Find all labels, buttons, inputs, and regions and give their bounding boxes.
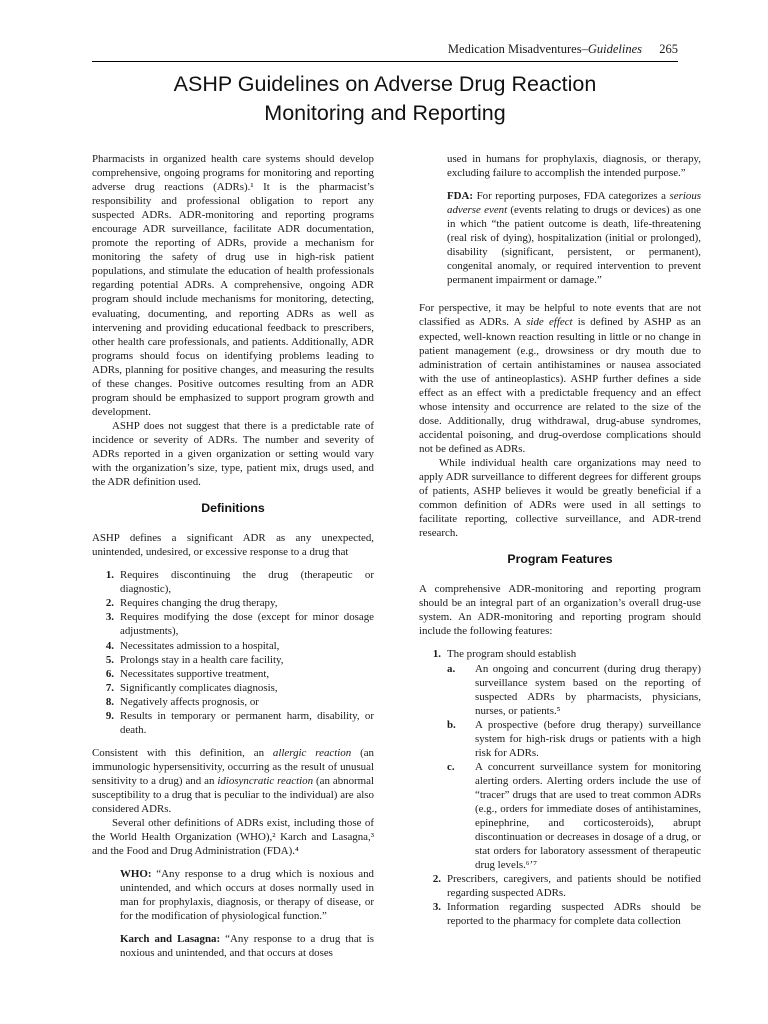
surveillance-paragraph: While individual health care organizations may need to apply ADR surveillance to different degrees for different groups of patients, ASHP believes it would be greatly beneficial if a common definition of ADRs were used in all settings to facilitate reporting, collective surveillance, and ADR-trend research.: [419, 456, 701, 540]
side-effect-term: side effect: [526, 316, 573, 329]
perspective-paragraph: For perspective, it may be helpful to note events that are not classified as ADRs. A side effect is defined by ASHP as an expected, well-known reaction resulting in little or no change in patient management (e.g., drowsiness or dry mouth due to administration of certain antihistamines or nausea associated with the use of antineoplastics). ASHP further defines a side effect as an effect with a predictable frequency and an effect whose intensity and occurrence are related to the size of the dose. Additionally, drug withdrawal, drug-abuse syndromes, accidental poisoning, and drug-overdose complications should not be defined as ADRs.: [419, 302, 701, 455]
feature-item-3: 3. Information regarding suspected ADRs should be reported to the pharmacy for complete data collection: [432, 901, 701, 928]
criteria-item: 5. Prolongs stay in a health care facility,: [105, 653, 284, 666]
feature-item-1: 1. The program should establish a. An ongoing and concurrent (during drug therapy) surveillance system based on the reporting of suspected ADRs by pharmacists, physicians, nurses, or patients.⁵ b. A prospective (before drug therapy) surveillance system for high-risk drugs or patients with a high risk for ADRs. c. A concurrent surveillance system for monitoring alerting orders. Alerting orders include the use of “tracer” drugs that are used to treat common ADRs (e.g., orders for immediate doses of antihistamines, epinephrine, and corticosteroids), abrupt discontinuation or decreases in dosage of a drug, or stat orders for laboratory assessment of therapeutic drug levels.⁶ʼ⁷: [432, 648, 701, 872]
allergic-paragraph: Consistent with this definition, an allergic reaction (an immunologic hypersensitivity, occurring as the result of unusual sensitivity to a drug) and an idiosyncratic reaction (an abnormal susceptibility to a drug that is peculiar to the individual) are also considered ADRs.: [92, 746, 374, 816]
karch-lasagna-definition: Karch and Lasagna: “Any response to a drug that is noxious and unintended, and that occurs at doses: [120, 933, 374, 960]
running-head-title: Medication Misadventures–Guidelines: [447, 42, 642, 56]
title-line-1: ASHP Guidelines on Adverse Drug Reaction: [173, 72, 597, 96]
criteria-item: 6. Necessitates supportive treatment,: [105, 667, 270, 680]
running-head: [92, 40, 678, 60]
left-column: [92, 152, 374, 960]
definitions-intro: ASHP defines a significant ADR as any unexpected, unintended, undesired, or excessive response to a drug that: [92, 532, 374, 559]
who-definition: WHO: “Any response to a drug which is noxious and unintended, and which occurs at doses normally used in man for prophylaxis, diagnosis, or therapy of disease, or for the modification of physiological function.”: [120, 868, 374, 923]
criteria-item: 7. Significantly complicates diagnosis,: [105, 681, 278, 694]
program-intro: A comprehensive ADR-monitoring and reporting program should be an integral part of an organization’s overall drug-use system. An ADR-monitoring and reporting program should include the following features:: [419, 583, 701, 638]
criteria-item: 2. Requires changing the drug therapy,: [105, 597, 278, 610]
fda-definition: FDA: For reporting purposes, FDA categorizes a serious adverse event (events relating to drugs or devices) as one in which “the patient outcome is death, life-threatening (real risk of dying), hospitalization (initial or prolonged), disability (significant, persistent, or permanent), congenital anomaly, or required intervention to prevent permanent impairment or damage.”: [447, 190, 701, 287]
title-line-2: Monitoring and Reporting: [264, 101, 506, 125]
criteria-item: 3. Requires modifying the dose (except for minor dosage adjustments),: [105, 611, 374, 638]
intro-paragraph: Pharmacists in organized health care systems should develop comprehensive, ongoing programs for monitoring and reporting adverse drug reactions (ADRs).¹ It is the pharmacist’s responsibility and professional obligation to report any suspected ADRs. ADR-monitoring and reporting programs encourage ADR surveillance, facilitate ADR documentation, promote the reporting of ADRs, provide a mechanism for monitoring the safety of drug use in high-risk patient populations, and stimulate the education of health professionals regarding potential ADRs. A comprehensive, ongoing ADR program should include mechanisms for monitoring, detecting, evaluating, documenting, and reporting ADRs as well as intervening and providing educational feedback to prescribers, other health care professionals, and patients. Additionally, ADR programs should focus on identifying problems leading to ADRs, planning for positive changes, and measuring the results of these changes. Positive outcomes resulting from an ADR program should be emphasized to support program growth and development.: [92, 153, 374, 418]
serious-adverse-event-term: serious adverse event: [447, 190, 701, 217]
feature-item-2: 2. Prescribers, caregivers, and patients should be notified regarding suspected ADRs.: [432, 873, 701, 900]
feature-sub-item: c. A concurrent surveillance system for monitoring alerting orders. Alerting orders include the use of “tracer” drugs that are used to treat common ADRs (e.g., orders for immediate doses of antihistamines, epinephrine, and corticosteroids), abrupt discontinuation or decreases in dosage of a drug, or stat orders for laboratory assessment of therapeutic drug levels.⁶ʼ⁷: [447, 760, 701, 872]
idiosyncratic-reaction-term: idiosyncratic reaction: [217, 774, 314, 787]
incidence-paragraph: ASHP does not suggest that there is a predictable rate of incidence or severity of ADRs. The number and severity of ADRs reported in a given organization or setting would vary with the organization’s size, type, patient mix, drugs used, and the ADR definition used.: [92, 419, 374, 489]
feature-sub-list: [447, 662, 701, 873]
karch-lasagna-continued: used in humans for prophylaxis, diagnosis, or therapy, excluding failure to accomplish the intended purpose.”: [447, 153, 701, 180]
other-definitions-paragraph: Several other definitions of ADRs exist, including those of the World Health Organization (WHO),² Karch and Lasagna,³ and the Food and Drug Administration (FDA).⁴: [92, 817, 374, 858]
criteria-item: 1. Requires discontinuing the drug (therapeutic or diagnostic),: [105, 569, 374, 596]
feature-sub-item: b. A prospective (before drug therapy) surveillance system for high-risk drugs or patients with a high risk for ADRs.: [447, 718, 701, 759]
program-features-list: [419, 647, 701, 928]
page-number: 265: [659, 42, 678, 56]
allergic-reaction-term: allergic reaction: [272, 746, 352, 759]
definitions-heading: Definitions: [201, 501, 265, 516]
criteria-item: 8. Negatively affects prognosis, or: [105, 695, 259, 708]
criteria-item: 9. Results in temporary or permanent harm, disability, or death.: [105, 709, 374, 736]
feature-sub-item: a. An ongoing and concurrent (during drug therapy) surveillance system based on the reporting of suspected ADRs by pharmacists, physicians, nurses, or patients.⁵: [447, 662, 701, 717]
adr-criteria-list: [92, 568, 374, 737]
criteria-item: 4. Necessitates admission to a hospital,: [105, 639, 280, 652]
header-rule: [92, 61, 678, 62]
right-column: [419, 152, 701, 928]
document-title: [92, 70, 678, 128]
program-features-heading: Program Features: [507, 552, 613, 567]
